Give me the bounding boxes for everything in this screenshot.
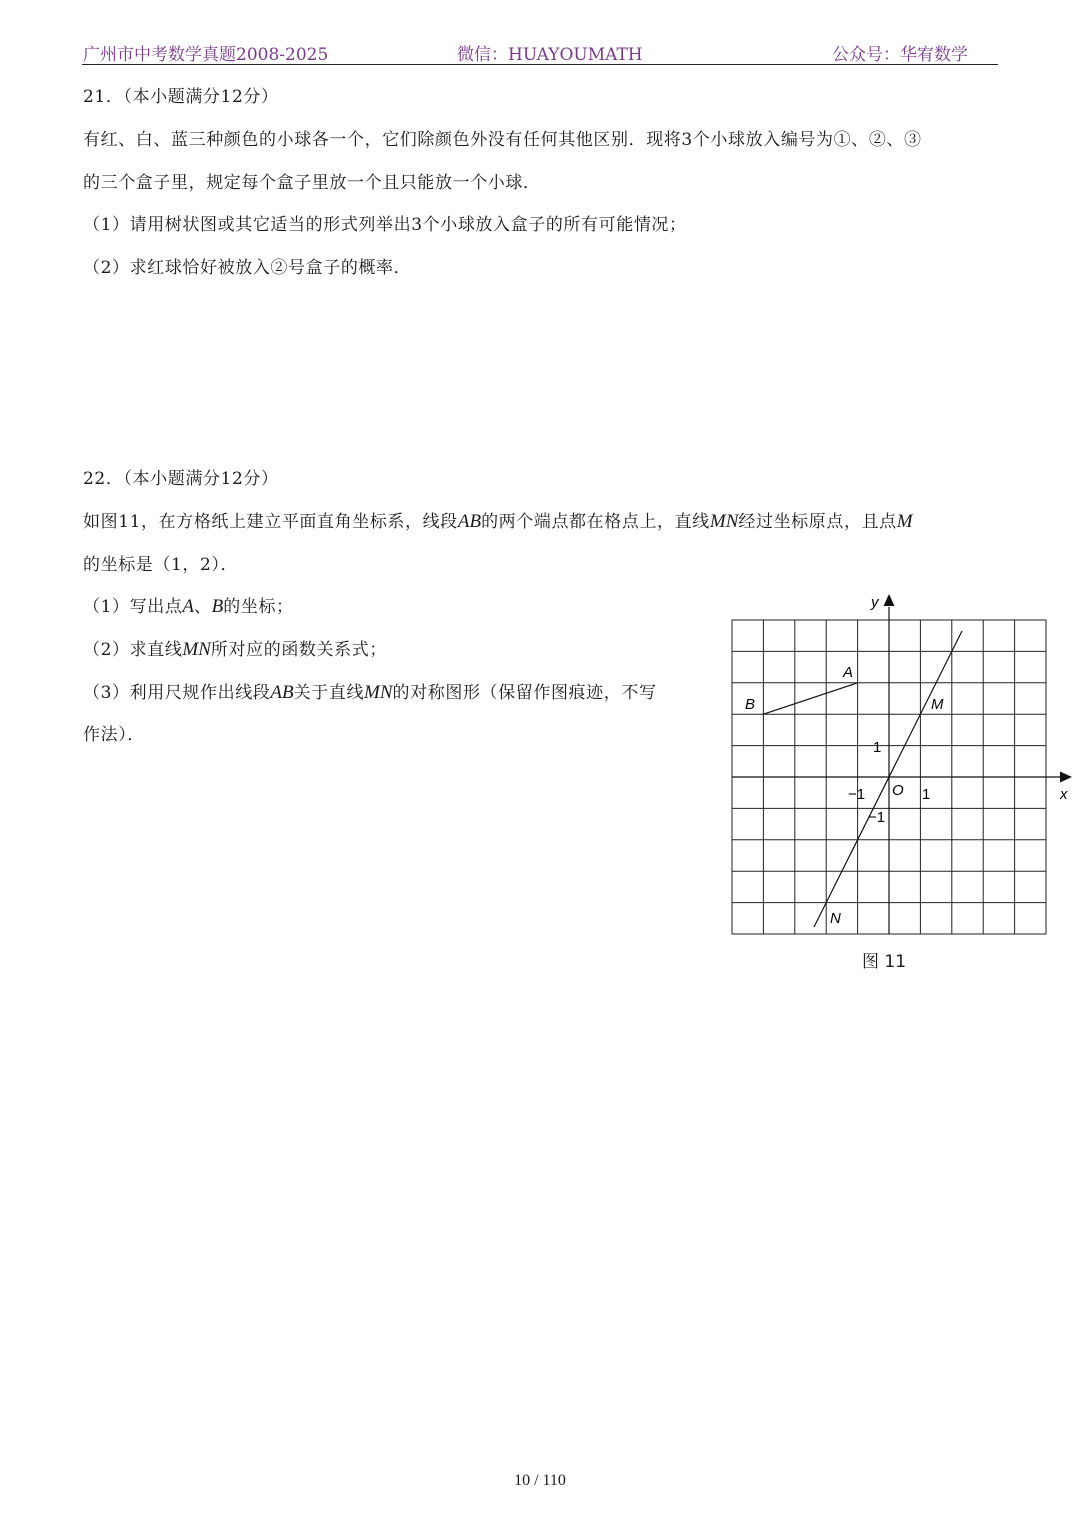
label-n: N — [830, 910, 841, 927]
q21-sub2: （2）求红球恰好被放入②号盒子的概率． — [83, 258, 412, 278]
header-account: 公众号：华宥数学 — [832, 45, 968, 65]
q22-body-line2: 的坐标是（1，2）． — [83, 555, 239, 575]
line-mn: MN — [709, 511, 739, 532]
point-a: A — [182, 596, 195, 617]
segment-ab: AB — [457, 511, 482, 532]
label-x: x — [1060, 786, 1068, 803]
figure-11-grid — [700, 585, 1080, 940]
q22-sub1 — [83, 592, 294, 618]
q22-sub2-b: 所对应的函数关系式； — [210, 640, 387, 660]
q22-body1-b: 的两个端点都在格点上，直线 — [481, 512, 710, 532]
q21-title: 21．（本小题满分12分） — [83, 87, 279, 107]
y-axis-arrow — [884, 594, 895, 606]
q21-sub1: （1）请用树状图或其它适当的形式列举出3个小球放入盒子的所有可能情况； — [83, 215, 687, 235]
point-m: M — [896, 511, 913, 532]
q21-body-line2: 的三个盒子里，规定每个盒子里放一个且只能放一个小球． — [83, 173, 541, 193]
q21-body-line1: 有红、白、蓝三种颜色的小球各一个，它们除颜色外没有任何其他区别．现将3个小球放入编号为①、②、③ — [83, 130, 922, 150]
label-b: B — [745, 696, 756, 713]
tick-x-1: 1 — [922, 786, 931, 803]
figure-caption: 图 11 — [862, 952, 907, 972]
line-mn-line — [814, 631, 962, 927]
q22-sub1-sep: 、 — [194, 597, 212, 617]
tick-y-1: 1 — [873, 739, 882, 756]
page-number: 10 / 110 — [514, 1472, 566, 1489]
tick-y-neg1: −1 — [868, 809, 886, 826]
q22-sub3-a: （3）利用尺规作出线段 — [83, 683, 271, 703]
q22-sub3-c: 的对称图形（保留作图痕迹，不写 — [392, 683, 657, 703]
q22-sub1-a: （1）写出点 — [83, 597, 183, 617]
q22-body-line1 — [83, 507, 913, 533]
q22-sub3 — [83, 678, 657, 704]
q22-sub1-b: 的坐标； — [223, 597, 294, 617]
header-title: 广州市中考数学真题2008-2025 — [83, 45, 329, 65]
q22-body1-c: 经过坐标原点，且点 — [738, 512, 897, 532]
segment-ab-line — [763, 683, 857, 714]
tick-x-neg1: −1 — [848, 786, 866, 803]
label-m: M — [931, 696, 944, 713]
line-mn-ref2: MN — [364, 682, 393, 703]
point-b: B — [211, 596, 224, 617]
segment-ab-ref: AB — [270, 682, 294, 703]
header-rule — [82, 64, 998, 65]
q22-sub3-b: 关于直线 — [293, 683, 365, 703]
x-axis-arrow — [1060, 772, 1072, 783]
q22-title: 22．（本小题满分12分） — [83, 469, 279, 489]
q22-sub3-cont: 作法）． — [83, 725, 145, 745]
line-mn-ref: MN — [182, 639, 211, 660]
q22-body1-a: 如图11，在方格纸上建立平面直角坐标系，线段 — [83, 512, 458, 532]
label-y: y — [871, 594, 879, 611]
q22-sub2-a: （2）求直线 — [83, 640, 183, 660]
header-wechat: 微信：HUAYOUMATH — [457, 45, 643, 65]
label-a: A — [843, 664, 854, 681]
label-origin: O — [892, 782, 904, 799]
q22-sub2 — [83, 635, 387, 661]
